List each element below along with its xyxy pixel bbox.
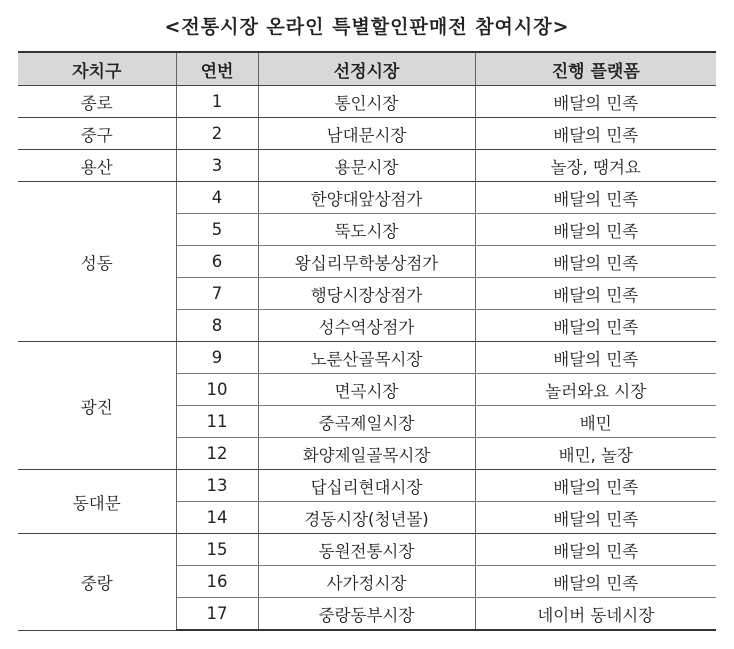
market-cell: 왕십리무학봉상점가 bbox=[258, 246, 475, 278]
number-cell: 17 bbox=[176, 598, 258, 631]
district-cell: 중구 bbox=[18, 118, 176, 150]
market-cell: 경동시장(청년몰) bbox=[258, 502, 475, 534]
number-cell: 11 bbox=[176, 406, 258, 438]
market-cell: 한양대앞상점가 bbox=[258, 182, 475, 214]
table-row bbox=[18, 86, 716, 118]
number-cell: 14 bbox=[176, 502, 258, 534]
table-row bbox=[18, 470, 716, 502]
number-cell: 3 bbox=[176, 150, 258, 182]
number-cell: 9 bbox=[176, 342, 258, 374]
header-platform: 진행 플랫폼 bbox=[475, 52, 716, 86]
number-cell: 1 bbox=[176, 86, 258, 118]
platform-cell: 배달의 민족 bbox=[475, 118, 716, 150]
market-cell: 면곡시장 bbox=[258, 374, 475, 406]
platform-cell: 배달의 민족 bbox=[475, 470, 716, 502]
participating-markets-table bbox=[18, 51, 716, 631]
market-cell: 중랑동부시장 bbox=[258, 598, 475, 631]
header-market: 선정시장 bbox=[258, 52, 475, 86]
market-cell: 남대문시장 bbox=[258, 118, 475, 150]
number-cell: 2 bbox=[176, 118, 258, 150]
platform-cell: 배민 bbox=[475, 406, 716, 438]
platform-cell: 배달의 민족 bbox=[475, 534, 716, 566]
number-cell: 10 bbox=[176, 374, 258, 406]
table-body bbox=[18, 86, 716, 631]
platform-cell: 배달의 민족 bbox=[475, 278, 716, 310]
table-row bbox=[18, 150, 716, 182]
platform-cell: 배달의 민족 bbox=[475, 310, 716, 342]
platform-cell: 네이버 동네시장 bbox=[475, 598, 716, 631]
header-row bbox=[18, 52, 716, 86]
platform-cell: 놀러와요 시장 bbox=[475, 374, 716, 406]
number-cell: 16 bbox=[176, 566, 258, 598]
platform-cell: 배달의 민족 bbox=[475, 182, 716, 214]
header-district: 자치구 bbox=[18, 52, 176, 86]
district-cell: 용산 bbox=[18, 150, 176, 182]
market-cell: 성수역상점가 bbox=[258, 310, 475, 342]
market-cell: 노룬산골목시장 bbox=[258, 342, 475, 374]
table-header bbox=[18, 52, 716, 86]
platform-cell: 배달의 민족 bbox=[475, 86, 716, 118]
market-cell: 행당시장상점가 bbox=[258, 278, 475, 310]
platform-cell: 놀장, 땡겨요 bbox=[475, 150, 716, 182]
platform-cell: 배민, 놀장 bbox=[475, 438, 716, 470]
table-row bbox=[18, 342, 716, 374]
market-cell: 답십리현대시장 bbox=[258, 470, 475, 502]
market-cell: 용문시장 bbox=[258, 150, 475, 182]
number-cell: 8 bbox=[176, 310, 258, 342]
number-cell: 5 bbox=[176, 214, 258, 246]
number-cell: 13 bbox=[176, 470, 258, 502]
market-cell: 중곡제일시장 bbox=[258, 406, 475, 438]
number-cell: 15 bbox=[176, 534, 258, 566]
market-cell: 화양제일골목시장 bbox=[258, 438, 475, 470]
number-cell: 12 bbox=[176, 438, 258, 470]
district-cell: 종로 bbox=[18, 86, 176, 118]
district-cell: 중랑 bbox=[18, 534, 176, 631]
header-number: 연번 bbox=[176, 52, 258, 86]
number-cell: 6 bbox=[176, 246, 258, 278]
platform-cell: 배달의 민족 bbox=[475, 566, 716, 598]
platform-cell: 배달의 민족 bbox=[475, 246, 716, 278]
number-cell: 7 bbox=[176, 278, 258, 310]
market-cell: 동원전통시장 bbox=[258, 534, 475, 566]
number-cell: 4 bbox=[176, 182, 258, 214]
district-cell: 성동 bbox=[18, 182, 176, 342]
platform-cell: 배달의 민족 bbox=[475, 342, 716, 374]
market-cell: 통인시장 bbox=[258, 86, 475, 118]
document-title: <전통시장 온라인 특별할인판매전 참여시장> bbox=[164, 16, 570, 38]
table-row bbox=[18, 182, 716, 214]
district-cell: 동대문 bbox=[18, 470, 176, 534]
table-row bbox=[18, 118, 716, 150]
platform-cell: 배달의 민족 bbox=[475, 214, 716, 246]
table-row bbox=[18, 534, 716, 566]
market-cell: 사가정시장 bbox=[258, 566, 475, 598]
platform-cell: 배달의 민족 bbox=[475, 502, 716, 534]
district-cell: 광진 bbox=[18, 342, 176, 470]
market-cell: 뚝도시장 bbox=[258, 214, 475, 246]
